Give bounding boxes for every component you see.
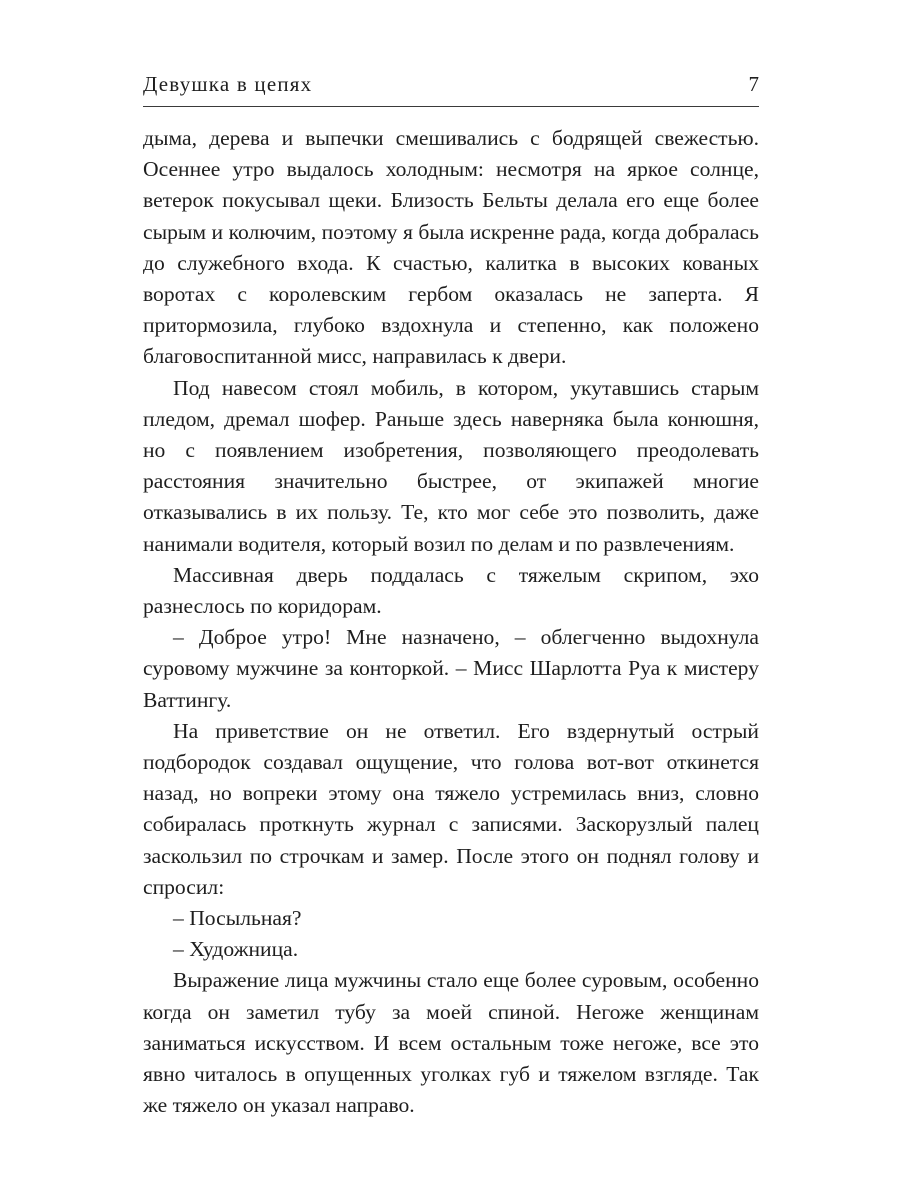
- paragraph: Под навесом стоял мобиль, в котором, укутавшись старым пледом, дремал шофер. Раньше здесь наверняка была конюшня, но с появлением изобретения, позволяющего преодолевать расстояния значительно быстрее, от экипажей многие отказывались в их пользу. Те, кто мог себе это позволить, даже нанимали водителя, который возил по делам и по развлечениям.: [143, 375, 759, 556]
- dialogue-line: – Доброе утро! Мне назначено, – облегченно выдохнула суровому мужчине за конторкой. – Мисс Шарлотта Руа к мистеру Ваттингу.: [143, 625, 759, 712]
- paragraph: Выражение лица мужчины стало еще более суровым, особенно когда он заметил тубу за моей спиной. Негоже женщинам заниматься искусством. И всем остальным тоже негоже, все это явно читалось в опущенных уголках губ и тяжелом взгляде. Так же тяжело он указал направо.: [143, 968, 759, 1118]
- page-number: 7: [748, 72, 759, 96]
- book-title: Девушка в цепях: [143, 72, 313, 96]
- paragraph: дыма, дерева и выпечки смешивались с бодрящей свежестью. Осеннее утро выдалось холодным: несмотря на яркое солнце, ветерок покусывал щеки. Близость Бельты делала его еще более сырым и колючим, поэтому я была искренне рада, когда добралась до служебного входа. К счастью, калитка в высоких кованых воротах с королевским гербом оказалась не заперта. Я притормозила, глубоко вздохнула и степенно, как положено благовоспитанной мисс, направилась к двери.: [143, 126, 759, 369]
- paragraph: На приветствие он не ответил. Его вздернутый острый подбородок создавал ощущение, что голова вот-вот откинется назад, но вопреки этому она тяжело устремилась вниз, словно собиралась проткнуть журнал с записями. Заскорузлый палец заскользил по строчкам и замер. После этого он поднял голову и спросил:: [143, 718, 759, 899]
- paragraph: Массивная дверь поддалась с тяжелым скрипом, эхо разнеслось по коридорам.: [143, 562, 759, 619]
- book-page: [143, 66, 759, 1122]
- running-header: [143, 66, 759, 102]
- dialogue-line: – Художница.: [173, 937, 299, 962]
- header-rule: [143, 106, 759, 107]
- body-text: [143, 123, 759, 1122]
- dialogue-line: – Посыльная?: [173, 906, 302, 931]
